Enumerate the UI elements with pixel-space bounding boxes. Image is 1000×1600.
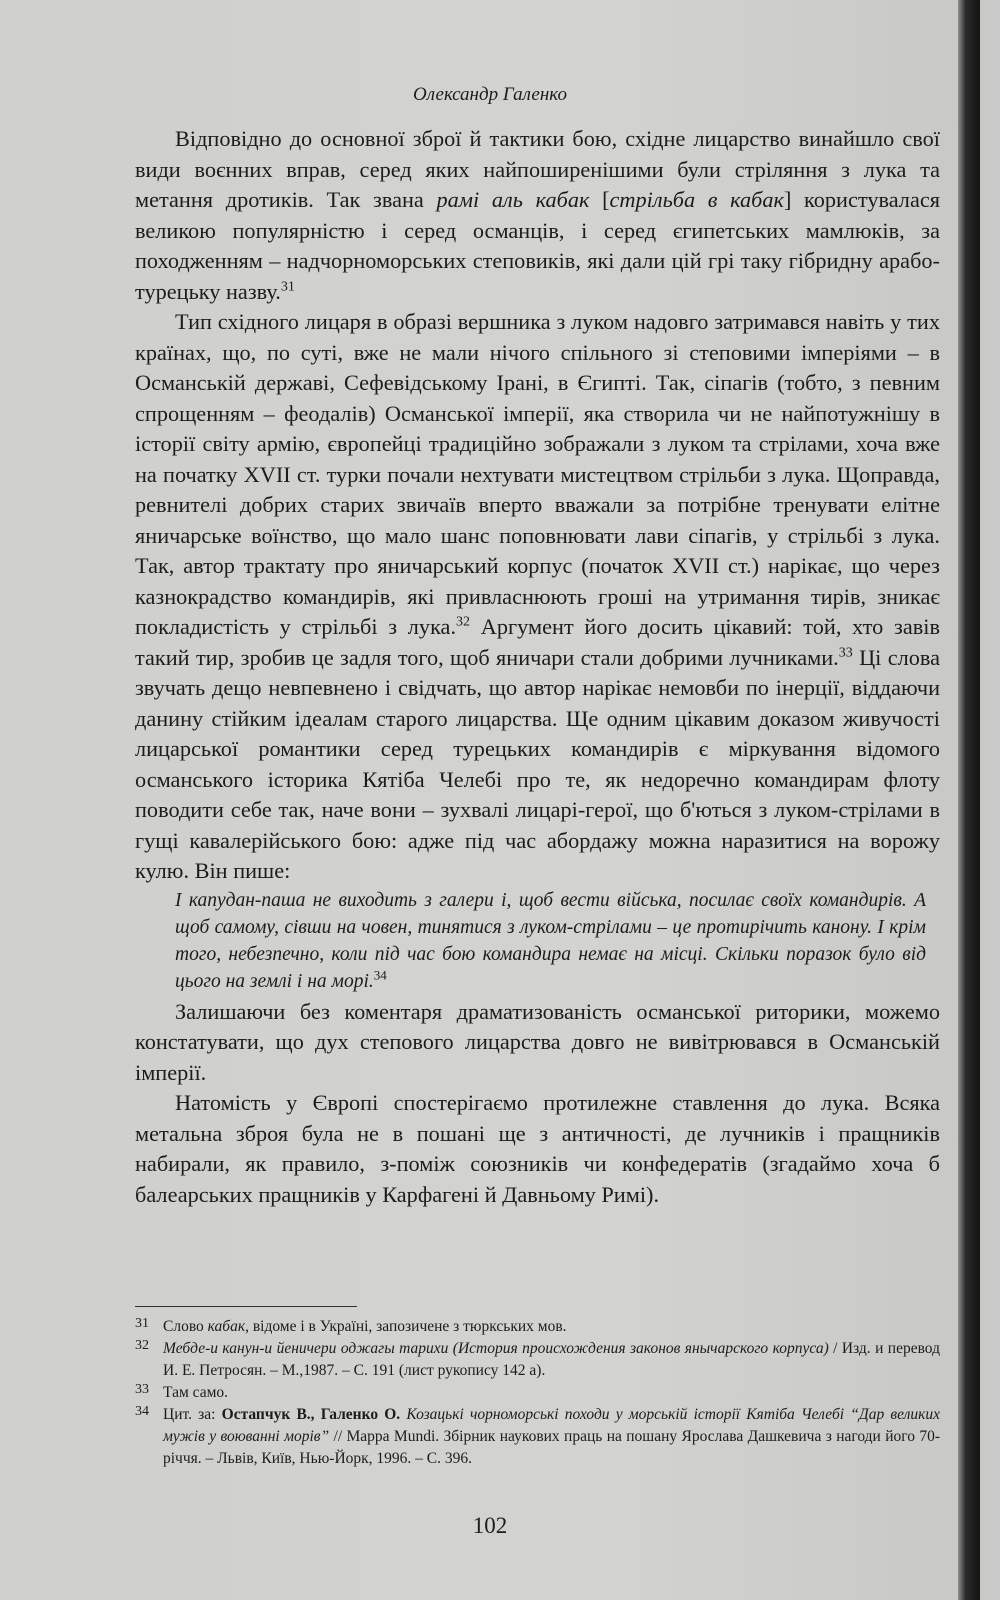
footnote-33 [135, 1382, 940, 1404]
paragraph-2-text-b: Аргумент його досить цікавий: той, хто завів такий тир, зробив це задля того, щоб яничари стали добрими лучниками. [135, 614, 940, 670]
paragraph-1 [135, 124, 940, 307]
main-text [135, 124, 940, 1210]
footnote-text: Цит. за: [163, 1406, 222, 1423]
italic-gloss: стрільба в кабак [609, 187, 784, 212]
footnote-number: 34 [135, 1404, 149, 1419]
footnote-31 [135, 1316, 940, 1338]
paragraph-2 [135, 307, 940, 887]
footnote-32 [135, 1338, 940, 1382]
footnote-separator [135, 1306, 357, 1307]
italic-term: рамі аль кабак [436, 187, 590, 212]
footnote-text: // Mappa Mundi. Збірник наукових праць на пошану Ярослава Дашкевича з нагоди його 70-річчя. – Львів, Київ, Нью-Йорк, 1996. – С. 396. [163, 1428, 940, 1467]
paragraph-1-text-c: ] користувалася великою популярністю і серед османців, і серед єгипетських мамлюків, за походженням – надчорноморських степовиків, які дали цій грі таку гібридну арабо-турецьку назву. [135, 187, 940, 304]
footnote-34 [135, 1404, 940, 1470]
footnote-number: 33 [135, 1382, 149, 1397]
footnote-text: Слово [163, 1318, 208, 1335]
paragraph-1-text-b: [ [589, 187, 610, 212]
footnote-number: 32 [135, 1338, 149, 1353]
page-edge-shadow [958, 0, 980, 1600]
paragraph-2-text-a: Тип східного лицаря в образі вершника з луком надовго затримався навіть у тих країнах, що, по суті, вже не мали нічого спільного зі степовими імперіями – в Османській державі, Сефевідському Ірані, в Єгипті. Так, сіпагів (тобто, з певним спрощенням – феодалів) Османської імперії, яка створила чи не найпотужнішу в історії світу армію, європейці традиційно зображали з луком та стрілами, хоча вже на початку XVII ст. турки почали нехтувати мистецтвом стрільби з лука. Щоправда, ревнителі добрих старих звичаїв вперто вважали за потрібне тренувати елітне яничарське воїнство, що мало шанс поповнювати лави сіпагів, у стрільбі з лука. Так, автор трактату про яничарський корпус (початок XVII ст.) нарікає, що через казнокрадство командирів, які привласнюють гроші на утримання тирів, зникає покладистість у стрільбі з лука. [135, 309, 940, 639]
footnote-ref-31[interactable]: 31 [280, 279, 295, 295]
footnote-text: Там само. [163, 1384, 229, 1401]
block-quote [135, 887, 940, 995]
running-head: Олександр Галенко [413, 84, 567, 105]
footnote-ref-34[interactable]: 34 [373, 967, 387, 982]
footnote-number: 31 [135, 1316, 149, 1331]
footnotes [135, 1316, 940, 1470]
footnote-text: / Изд. и перевод И. Е. Петросян. – М.,1987. – С. 191 (лист рукопису 142 а). [163, 1340, 941, 1379]
footnote-italic-term: кабак [207, 1318, 246, 1335]
footnote-italic-title: Мебде-и канун-и йеничери оджагы тарихи (История происхождения законов янычарского корпуса) [163, 1340, 829, 1357]
paragraph-2-text-c: Ці слова звучать дещо невпевнено і свідчать, що автор нарікає немовби по інерції, віддаючи данину стійким ідеалам старого лицарства. Ще одним цікавим доказом живучості лицарської романтики серед турецьких командирів є міркування відомого османського історика Кятіба Челебі про те, як недоречно командирам флоту поводити себе так, наче вони – зухвалі лицарі-герої, що б'ються з луком-стрілами в гущі кавалерійського бою: адже під час абордажу можна наразитися на ворожу кулю. Він пише: [135, 644, 940, 883]
footnote-authors: Остапчук В., Галенко О. [221, 1406, 401, 1423]
paragraph-1-text-a: Відповідно до основної зброї й тактики бою, східне лицарство винайшло свої види воєнних вправ, серед яких найпоширенішими були стріляння з лука та метання дротиків. Так звана [135, 126, 940, 212]
quote-text: І капудан-паша не виходить з галери і, щоб вести війська, посилає своїх командирів. А щоб самому, сівши на човен, тинятися з луком-стрілами – це протирічить канону. І крім того, небезпечно, коли під час бою командира немає на місці. Скільки поразок було від цього на землі і на морі. [175, 889, 926, 992]
footnote-ref-32[interactable]: 32 [456, 614, 471, 630]
footnote-text: , відоме і в Україні, запозичене з тюркських мов. [245, 1318, 567, 1335]
footnote-ref-33[interactable]: 33 [838, 645, 853, 661]
page-number: 102 [472, 1513, 508, 1538]
paragraph-4: Натомість у Європі спостерігаємо протилежне ставлення до лука. Всяка метальна зброя була не в пошані ще з античності, де лучників і пращників набирали, як правило, з-поміж союзників чи конфедератів (згадаймо хоча б балеарських пращників у Карфагені й Давньому Римі). [135, 1090, 940, 1207]
footnote-italic-title: Козацькі чорноморські походи у морській історії Кятіба Челебі “Дар великих мужів у воюванні морів” [163, 1406, 941, 1445]
paragraph-3: Залишаючи без коментаря драматизованість османської риторики, можемо констатувати, що дух степового лицарства довго не вивітрювався в Османській імперії. [135, 998, 940, 1085]
